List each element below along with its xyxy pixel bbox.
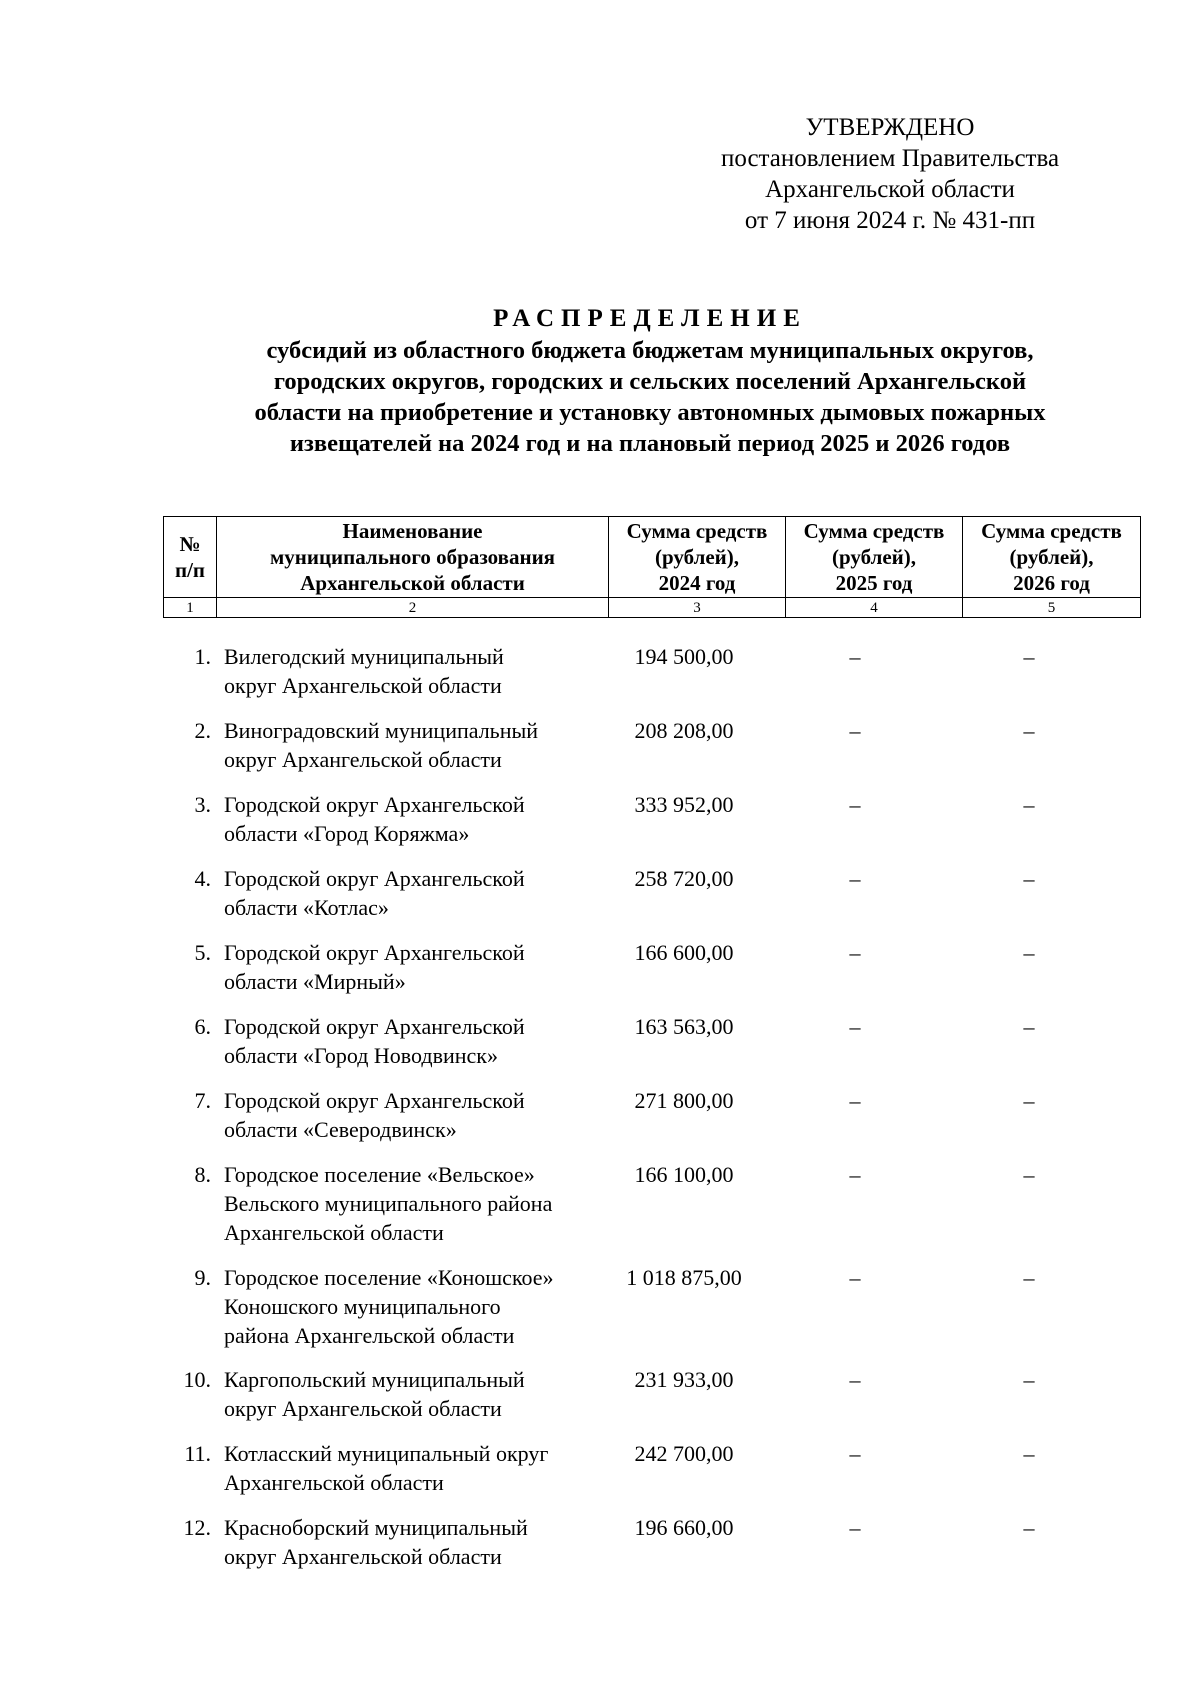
row-number: 10. [183,1367,211,1392]
column-number: 5 [963,598,1141,618]
row-number: 6. [194,1014,211,1039]
amount-2024: 242 700,00 [634,1441,734,1466]
amount-2025: – [849,792,861,817]
approval-title: УТВЕРЖДЕНО [805,114,975,141]
row-number: 3. [194,792,211,817]
header-row [164,517,1141,598]
amount-2025: – [849,718,861,743]
document-heading: РАСПРЕДЕЛЕНИЕ [493,305,807,332]
header-cell-name: Наименование муниципального образования Архангельской области [217,517,609,598]
amount-2025: – [849,1162,861,1187]
amount-2025: – [849,1088,861,1113]
approval-stamp [690,112,1090,236]
amount-2025: – [849,1367,861,1392]
amount-2024: 1 018 875,00 [626,1265,742,1290]
amount-2024: 166 100,00 [634,1162,734,1187]
amount-2026: – [1023,644,1035,669]
row-number: 8. [194,1162,211,1187]
approval-line: постановлением Правительства [720,145,1060,172]
document-subtitle-line: городских округов, городских и сельских поселений Архангельской [273,368,1027,395]
amount-2025: – [849,644,861,669]
column-number: 2 [217,598,609,618]
amount-2026: – [1023,792,1035,817]
column-number: 3 [609,598,786,618]
row-number: 4. [194,866,211,891]
row-number: 12. [183,1515,211,1540]
row-number: 1. [194,644,211,669]
document-subtitle-line: извещателей на 2024 год и на плановый период 2025 и 2026 годов [289,430,1011,457]
distribution-table-header [163,516,1141,618]
amount-2026: – [1023,1162,1035,1187]
amount-2024: 271 800,00 [634,1088,734,1113]
document-title [150,303,1150,459]
amount-2026: – [1023,1014,1035,1039]
row-number: 2. [194,718,211,743]
municipality-name: Каргопольский муниципальный округ Архангельской области [224,1367,525,1421]
amount-2024: 163 563,00 [634,1014,734,1039]
header-cell-2024: Сумма средств (рублей), 2024 год [609,517,786,598]
municipality-name: Городской округ Архангельской области «Город Коряжма» [224,792,525,846]
header-cell-2026: Сумма средств (рублей), 2026 год [963,517,1141,598]
row-number: 7. [194,1088,211,1113]
amount-2025: – [849,1515,861,1540]
municipality-name: Котласский муниципальный округ Архангельской области [224,1441,549,1495]
amount-2025: – [849,1441,861,1466]
amount-2026: – [1023,1088,1035,1113]
municipality-name: Городской округ Архангельской области «Северодвинск» [224,1088,525,1142]
amount-2024: 166 600,00 [634,940,734,965]
amount-2024: 194 500,00 [634,644,734,669]
amount-2025: – [849,1265,861,1290]
column-number-row [164,598,1141,618]
row-number: 9. [194,1265,211,1290]
column-number: 1 [164,598,217,618]
municipality-name: Городской округ Архангельской области «Мирный» [224,940,525,994]
amount-2025: – [849,1014,861,1039]
amount-2026: – [1023,940,1035,965]
row-number: 5. [194,940,211,965]
amount-2025: – [849,866,861,891]
municipality-name: Виноградовский муниципальный округ Архангельской области [224,718,539,772]
row-number: 11. [184,1441,211,1466]
municipality-name: Городское поселение «Коношское» Коношского муниципального района Архангельской области [224,1265,554,1348]
amount-2026: – [1023,1265,1035,1290]
header-cell-number: № п/п [164,517,217,598]
amount-2026: – [1023,1441,1035,1466]
amount-2025: – [849,940,861,965]
municipality-name: Городской округ Архангельской области «Город Новодвинск» [224,1014,525,1068]
amount-2024: 196 660,00 [634,1515,734,1540]
amount-2026: – [1023,1367,1035,1392]
column-number: 4 [786,598,963,618]
approval-date: от 7 июня 2024 г. № 431-пп [744,207,1036,234]
approval-line: Архангельской области [765,176,1015,203]
municipality-name: Городское поселение «Вельское» Вельского муниципального района Архангельской области [224,1162,553,1245]
header-cell-2025: Сумма средств (рублей), 2025 год [786,517,963,598]
amount-2024: 208 208,00 [634,718,734,743]
amount-2026: – [1023,718,1035,743]
municipality-name: Городской округ Архангельской области «Котлас» [224,866,525,920]
municipality-name: Красноборский муниципальный округ Архангельской области [224,1515,528,1569]
document-subtitle-line: субсидий из областного бюджета бюджетам муниципальных округов, [266,337,1034,364]
amount-2026: – [1023,866,1035,891]
amount-2024: 231 933,00 [634,1367,734,1392]
municipality-name: Вилегодский муниципальный округ Архангельской области [224,644,504,698]
document-subtitle-line: области на приобретение и установку автономных дымовых пожарных [254,399,1046,426]
amount-2026: – [1023,1515,1035,1540]
amount-2024: 258 720,00 [634,866,734,891]
amount-2024: 333 952,00 [634,792,734,817]
